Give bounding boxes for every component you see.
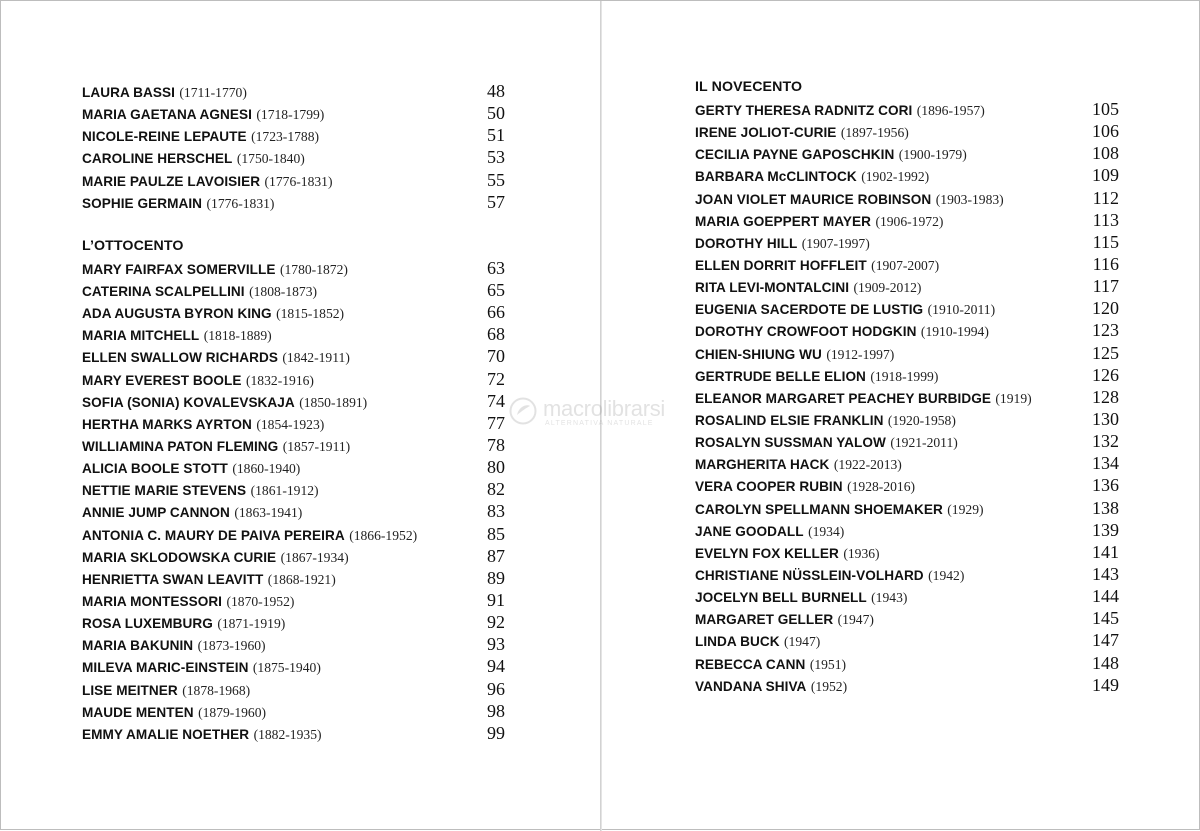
page-number: 139: [1092, 519, 1119, 540]
scientist-name: VANDANA SHIVA: [695, 678, 807, 694]
life-years: (1942): [928, 567, 965, 583]
page-number: 87: [487, 545, 505, 566]
scientist-name: VERA COOPER RUBIN: [695, 479, 843, 495]
section-heading: IL NOVECENTO: [695, 79, 803, 95]
scientist-name: ELLEN SWALLOW RICHARDS: [82, 350, 278, 366]
page-number: 116: [1092, 253, 1119, 274]
scientist-name: ANTONIA C. MAURY DE PAIVA PEREIRA: [82, 527, 345, 543]
toc-entry: [695, 364, 1119, 386]
scientist-name: MARIA GAETANA AGNESI: [82, 107, 252, 123]
toc-entry-label: [695, 676, 847, 698]
toc-entry: [82, 191, 505, 213]
toc-entry-label: [695, 166, 929, 188]
life-years: (1873-1960): [197, 638, 266, 654]
toc-entry-label: [82, 347, 350, 369]
toc-entry-label: [82, 613, 285, 635]
toc-entry-label: [695, 543, 880, 565]
page-number: 148: [1092, 652, 1119, 673]
toc-entry-label: [82, 193, 274, 215]
toc-entry-label: [82, 171, 333, 193]
toc-entry: [695, 607, 1119, 629]
page-number: 63: [487, 257, 505, 278]
life-years: (1882-1935): [253, 726, 322, 742]
page-number: 92: [487, 612, 505, 633]
toc-entry-label: [82, 591, 294, 613]
scientist-name: MARY EVEREST BOOLE: [82, 372, 242, 388]
toc-entry: [82, 655, 505, 677]
page-number: 66: [487, 302, 505, 323]
page-number: 85: [487, 523, 505, 544]
page-number: 57: [487, 191, 505, 212]
life-years: (1718-1799): [256, 107, 325, 123]
page-number: 109: [1092, 165, 1119, 186]
life-years: (1910-1994): [920, 324, 989, 340]
toc-entry: [695, 674, 1119, 696]
toc-entry: [695, 497, 1119, 519]
toc-entry: [82, 345, 505, 367]
life-years: (1952): [810, 678, 848, 694]
scientist-name: GERTRUDE BELLE ELION: [695, 368, 866, 384]
life-years: (1909-2012): [853, 280, 922, 296]
toc-entry: [695, 342, 1119, 364]
page-number: 65: [487, 279, 505, 300]
toc-entry-label: [82, 547, 349, 569]
watermark-tagline: ALTERNATIVA NATURALE: [545, 420, 654, 427]
life-years: (1900-1979): [898, 147, 967, 163]
scientist-name: CHIEN-SHIUNG WU: [695, 346, 822, 362]
scientist-name: CAROLYN SPELLMANN SHOEMAKER: [695, 501, 943, 517]
page-number: 105: [1092, 99, 1119, 119]
page-number: 72: [487, 368, 505, 389]
toc-entry: [82, 80, 505, 102]
page-number: 136: [1092, 475, 1119, 496]
scientist-name: IRENE JOLIOT-CURIE: [695, 125, 837, 141]
page-number: 126: [1092, 364, 1119, 385]
scientist-name: ALICIA BOOLE STOTT: [82, 461, 228, 477]
toc-entry: [695, 652, 1119, 674]
toc-entry-label: [695, 189, 1004, 211]
page-number: 82: [487, 479, 505, 500]
life-years: (1929): [947, 501, 984, 517]
life-years: (1897-1956): [840, 125, 909, 141]
toc-entry-label: [695, 432, 958, 454]
toc-entry-label: [695, 321, 989, 343]
toc-column-right: [695, 76, 1119, 696]
scientist-name: HENRIETTA SWAN LEAVITT: [82, 571, 264, 587]
toc-entry-label: [695, 454, 902, 476]
toc-entry: [695, 98, 1119, 120]
scientist-name: SOFIA (SONIA) KOVALEVSKAJA: [82, 394, 295, 410]
page-number: 83: [487, 501, 505, 522]
toc-entry: [695, 164, 1119, 186]
toc-entry: [695, 275, 1119, 297]
scientist-name: MARIA BAKUNIN: [82, 638, 194, 654]
page-number: 77: [487, 412, 505, 433]
life-years: (1808-1873): [249, 283, 318, 299]
toc-entry: [82, 124, 505, 146]
toc-entry: [82, 633, 505, 655]
scientist-name: CATERINA SCALPELLINI: [82, 283, 245, 299]
scientist-name: MARIA SKLODOWSKA CURIE: [82, 549, 277, 565]
toc-entry: [695, 408, 1119, 430]
page-number: 128: [1092, 386, 1119, 407]
scientist-name: MARGARET GELLER: [695, 612, 834, 628]
toc-entry: [82, 456, 505, 478]
watermark-logo-icon: [509, 397, 537, 425]
toc-entry: [695, 120, 1119, 142]
toc-entry: [695, 430, 1119, 452]
toc-entry-label: [82, 82, 247, 104]
life-years: (1750-1840): [236, 151, 305, 167]
section-heading: L’OTTOCENTO: [82, 237, 184, 254]
toc-entry: [695, 253, 1119, 275]
toc-entry-label: [82, 480, 319, 502]
page-number: 117: [1092, 276, 1119, 297]
page-number: 125: [1092, 342, 1119, 363]
life-years: (1875-1940): [252, 660, 321, 676]
toc-entry: [695, 585, 1119, 607]
life-years: (1907-2007): [871, 257, 940, 273]
toc-entry: [695, 209, 1119, 231]
page-number: 130: [1092, 408, 1119, 429]
life-years: (1910-2011): [927, 302, 996, 318]
scientist-name: MARIA MONTESSORI: [82, 593, 223, 609]
toc-entry-label: [695, 366, 938, 388]
life-years: (1818-1889): [203, 328, 272, 344]
toc-entry: [82, 169, 505, 191]
life-years: (1902-1992): [861, 169, 930, 185]
page-number: 112: [1092, 187, 1119, 208]
page-number: 53: [487, 147, 505, 168]
scientist-name: EUGENIA SACERDOTE DE LUSTIG: [695, 302, 924, 318]
toc-entry-label: [695, 122, 909, 144]
life-years: (1943): [871, 590, 908, 606]
page-number: 68: [487, 324, 505, 345]
page-number: 89: [487, 567, 505, 588]
toc-entry-label: [695, 211, 943, 233]
scientist-name: REBECCA CANN: [695, 656, 806, 672]
toc-entry-label: [82, 259, 348, 281]
toc-entry: [82, 478, 505, 500]
toc-entry: [695, 629, 1119, 651]
toc-entry-label: [82, 502, 302, 524]
toc-entry: [82, 434, 505, 456]
life-years: (1723-1788): [251, 129, 320, 145]
toc-entry-label: [695, 299, 995, 321]
page-number: 141: [1092, 541, 1119, 562]
page-number: 149: [1092, 674, 1119, 695]
toc-entry-label: [82, 525, 417, 547]
scientist-name: EVELYN FOX KELLER: [695, 545, 839, 561]
page-number: 51: [487, 125, 505, 146]
page-number: 143: [1092, 563, 1119, 584]
toc-entry-label: [695, 144, 967, 166]
life-years: (1936): [843, 545, 880, 561]
page-number: 108: [1092, 143, 1119, 164]
page-number: 55: [487, 169, 505, 190]
scientist-name: CECILIA PAYNE GAPOSCHKIN: [695, 147, 895, 163]
life-years: (1871-1919): [217, 616, 286, 632]
life-years: (1918-1999): [870, 368, 939, 384]
page-number: 74: [487, 390, 505, 411]
life-years: (1951): [809, 656, 847, 672]
toc-entry-label: [695, 277, 921, 299]
scientist-name: JOCELYN BELL BURNELL: [695, 590, 867, 606]
toc-entry: [82, 146, 505, 168]
toc-entry: [82, 279, 505, 301]
page-number: 50: [487, 103, 505, 124]
toc-column-left: [82, 80, 505, 744]
life-years: (1934): [808, 523, 845, 539]
scientist-name: MAUDE MENTEN: [82, 704, 194, 720]
toc-entry-label: [82, 148, 305, 170]
toc-entry: [695, 297, 1119, 319]
life-years: (1850-1891): [299, 394, 368, 410]
life-years: (1906-1972): [875, 213, 944, 229]
scientist-name: CAROLINE HERSCHEL: [82, 151, 233, 167]
scientist-name: ANNIE JUMP CANNON: [82, 505, 230, 521]
scientist-name: ROSALIND ELSIE FRANKLIN: [695, 412, 884, 428]
toc-entry-label: [82, 702, 266, 724]
toc-entry: [695, 563, 1119, 585]
scientist-name: CHRISTIANE NÜSSLEIN-VOLHARD: [695, 567, 924, 583]
page-number: 94: [487, 656, 505, 677]
scientist-name: NICOLE-REINE LEPAUTE: [82, 129, 247, 145]
toc-entry-label: [695, 631, 820, 653]
life-years: (1842-1911): [282, 350, 350, 366]
toc-entry: [695, 142, 1119, 164]
toc-entry-label: [82, 370, 314, 392]
life-years: (1832-1916): [245, 372, 314, 388]
toc-entry: [695, 519, 1119, 541]
toc-entry-label: [695, 100, 985, 122]
toc-entry-label: [82, 281, 317, 303]
page-number: 123: [1092, 320, 1119, 341]
toc-entry: [82, 678, 505, 700]
toc-entry: [695, 541, 1119, 563]
toc-entry-label: [695, 654, 846, 676]
life-years: (1776-1831): [264, 173, 333, 189]
toc-entry-label: [695, 565, 964, 587]
watermark-brand: macrolibrarsi: [543, 396, 666, 421]
toc-entry-label: [82, 724, 322, 746]
page-number: 134: [1092, 453, 1119, 474]
toc-entry-label: [695, 344, 894, 366]
life-years: (1922-2013): [833, 457, 902, 473]
scientist-name: SOPHIE GERMAIN: [82, 195, 203, 211]
life-years: (1920-1958): [887, 412, 956, 428]
toc-entry: [82, 589, 505, 611]
life-years: (1861-1912): [250, 483, 319, 499]
scientist-name: ELLEN DORRIT HOFFLEIT: [695, 257, 867, 273]
life-years: (1947): [784, 634, 821, 650]
scientist-name: LAURA BASSI: [82, 85, 175, 100]
page-number: 99: [487, 722, 505, 743]
toc-entry: [695, 474, 1119, 496]
scientist-name: JANE GOODALL: [695, 523, 804, 539]
toc-entry: [82, 611, 505, 633]
scientist-name: MARGHERITA HACK: [695, 457, 830, 473]
scientist-name: EMMY AMALIE NOETHER: [82, 726, 250, 742]
scientist-name: DOROTHY HILL: [695, 235, 798, 251]
toc-entry-label: [82, 680, 250, 702]
life-years: (1860-1940): [232, 461, 301, 477]
toc-entry: [82, 390, 505, 412]
life-years: (1896-1957): [916, 103, 985, 118]
life-years: (1776-1831): [206, 195, 275, 211]
life-years: (1907-1997): [801, 235, 870, 251]
page-number: 80: [487, 457, 505, 478]
page-number: 78: [487, 434, 505, 455]
life-years: (1878-1968): [182, 682, 251, 698]
scientist-name: MARY FAIRFAX SOMERVILLE: [82, 261, 276, 277]
scientist-name: GERTY THERESA RADNITZ CORI: [695, 103, 913, 118]
page-number: 147: [1092, 630, 1119, 651]
toc-entry-label: [82, 126, 319, 148]
toc-entry-label: [695, 476, 915, 498]
toc-entry: [695, 386, 1119, 408]
scientist-name: MARIE PAULZE LAVOISIER: [82, 173, 261, 189]
page-number: 120: [1092, 298, 1119, 319]
life-years: (1868-1921): [267, 571, 336, 587]
toc-entry: [82, 500, 505, 522]
page-number: 132: [1092, 431, 1119, 452]
scientist-name: ROSALYN SUSSMAN YALOW: [695, 435, 886, 451]
toc-entry: [82, 323, 505, 345]
life-years: (1815-1852): [276, 306, 345, 322]
life-years: (1866-1952): [349, 527, 418, 543]
toc-entry-label: [695, 255, 939, 277]
life-years: (1863-1941): [234, 505, 303, 521]
page-number: 98: [487, 700, 505, 721]
toc-entry-label: [695, 609, 874, 631]
scientist-name: BARBARA McCLINTOCK: [695, 169, 857, 185]
toc-entry: [82, 102, 505, 124]
toc-entry: [695, 319, 1119, 341]
page-number: 70: [487, 346, 505, 367]
toc-entry: [82, 722, 505, 744]
toc-entry: [82, 700, 505, 722]
toc-entry-label: [82, 392, 367, 414]
scientist-name: JOAN VIOLET MAURICE ROBINSON: [695, 191, 932, 207]
toc-entry-label: [82, 436, 350, 458]
scientist-name: MARIA GOEPPERT MAYER: [695, 213, 871, 229]
toc-entry-label: [82, 657, 321, 679]
page-number: 115: [1092, 231, 1119, 252]
scientist-name: ADA AUGUSTA BYRON KING: [82, 306, 272, 322]
scientist-name: MILEVA MARIC-EINSTEIN: [82, 660, 249, 676]
toc-entry: [82, 412, 505, 434]
toc-entry-label: [695, 410, 956, 432]
life-years: (1919): [995, 390, 1032, 406]
page-number: 138: [1092, 497, 1119, 518]
page-number: 113: [1092, 209, 1119, 230]
toc-entry: [695, 231, 1119, 253]
toc-entry: [82, 523, 505, 545]
life-years: (1879-1960): [198, 704, 267, 720]
toc-entry-label: [82, 303, 344, 325]
life-years: (1903-1983): [935, 191, 1004, 207]
scientist-name: ELEANOR MARGARET PEACHEY BURBIDGE: [695, 390, 991, 406]
scientist-name: NETTIE MARIE STEVENS: [82, 483, 247, 499]
life-years: (1921-2011): [890, 435, 958, 451]
life-years: (1928-2016): [847, 479, 916, 495]
page-number: 144: [1092, 586, 1119, 607]
life-years: (1912-1997): [826, 346, 895, 362]
scientist-name: LINDA BUCK: [695, 634, 780, 650]
page-number: 145: [1092, 608, 1119, 629]
toc-entry: [695, 452, 1119, 474]
toc-entry: [82, 257, 505, 279]
life-years: (1780-1872): [279, 261, 348, 277]
toc-entry-label: [82, 104, 324, 126]
scientist-name: ROSA LUXEMBURG: [82, 616, 213, 632]
page-number: 91: [487, 589, 505, 610]
toc-entry: [82, 301, 505, 323]
toc-entry: [82, 567, 505, 589]
toc-entry-label: [695, 499, 984, 521]
toc-entry-label: [82, 325, 272, 347]
watermark: [509, 393, 699, 437]
life-years: (1870-1952): [226, 593, 295, 609]
toc-entry: [695, 187, 1119, 209]
life-years: (1867-1934): [280, 549, 349, 565]
scientist-name: DOROTHY CROWFOOT HODGKIN: [695, 324, 917, 340]
scientist-name: RITA LEVI-MONTALCINI: [695, 280, 850, 296]
life-years: (1711-1770): [179, 85, 247, 100]
scientist-name: HERTHA MARKS AYRTON: [82, 416, 252, 432]
scientist-name: MARIA MITCHELL: [82, 328, 200, 344]
toc-entry-label: [695, 388, 1032, 410]
toc-entry-label: [695, 587, 907, 609]
page-number: 48: [487, 81, 505, 101]
life-years: (1854-1923): [256, 416, 325, 432]
toc-entry-label: [82, 458, 300, 480]
toc-entry: [82, 545, 505, 567]
section-spacer: [82, 213, 505, 235]
toc-entry-label: [695, 233, 870, 255]
scientist-name: WILLIAMINA PATON FLEMING: [82, 438, 279, 454]
page-number: 106: [1092, 121, 1119, 142]
life-years: (1857-1911): [282, 438, 351, 454]
page-number: 93: [487, 634, 505, 655]
life-years: (1947): [837, 612, 874, 628]
toc-entry-label: [695, 521, 844, 543]
toc-entry: [82, 368, 505, 390]
toc-entry-label: [82, 414, 324, 436]
page-number: 96: [487, 678, 505, 699]
toc-entry-label: [82, 569, 336, 591]
toc-entry-label: [82, 635, 266, 657]
scientist-name: LISE MEITNER: [82, 682, 178, 698]
